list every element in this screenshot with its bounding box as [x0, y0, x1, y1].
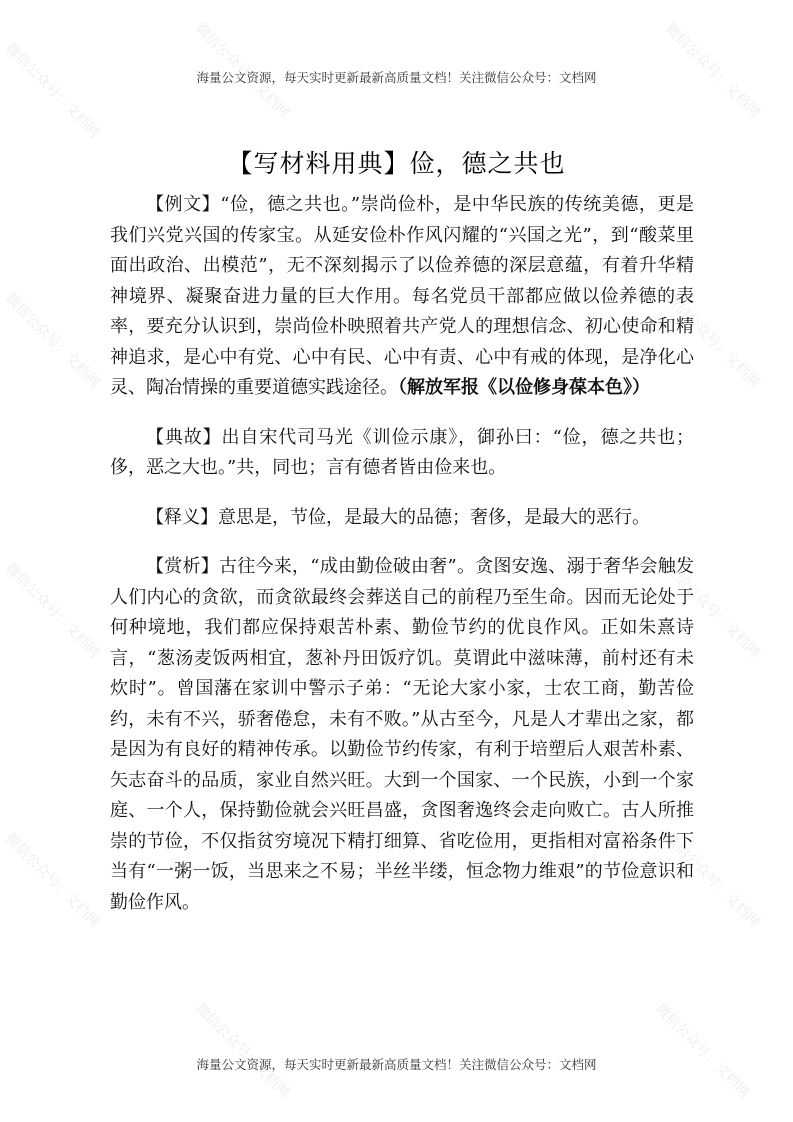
page-footer: 海量公文资源，每天实时更新最新高质量文档！关注微信公众号：文档网 [196, 1057, 597, 1072]
document-title: 【写材料用典】俭，德之共也 [227, 149, 566, 178]
source-citation: （解放军报《以俭修身葆本色》） [398, 377, 650, 398]
paragraph-text: 【例文】“俭，德之共也。”崇尚俭朴，是中华民族的传统美德，更是我们兴党兴国的传家宝。从延安俭朴作风闪耀的“兴国之光”，到“酸菜里面出政治、出模范”，无不深刻揭示了以俭养德的深层意蕴，有着升华精神境界、凝聚奋进力量的巨大作用。每名党员干部都应做以俭养德的表率，要充分认识到，崇尚俭朴映照着共产党人的理想信念、初心使命和精神追求，是心中有党、心中有民、心中有责、心中有戒的体现，是净化心灵、陶冶情操的重要道德实践途径。 [110, 194, 694, 398]
watermark: 微信公众号：文档网 [192, 1000, 293, 1101]
document-body [110, 190, 694, 937]
watermark: 微信公众号：文档网 [2, 290, 103, 391]
watermark: 微信公众号：文档网 [2, 560, 103, 661]
watermark: 微信公众号：文档网 [662, 560, 763, 661]
paragraph-example [110, 190, 694, 404]
watermark: 微信公众号：文档网 [2, 40, 103, 141]
watermark: 微信公众号：文档网 [662, 830, 763, 931]
page-header: 海量公文资源，每天实时更新最新高质量文档！关注微信公众号：文档网 [196, 70, 597, 85]
watermark: 微信公众号：文档网 [652, 1000, 753, 1101]
watermark: 微信公众号：文档网 [662, 290, 763, 391]
paragraph-allusion: 【典故】出自宋代司马光《训俭示康》，御孙曰：“俭，德之共也；侈，恶之大也。”共，同也；言有德者皆由俭来也。 [110, 426, 694, 478]
watermark: 微信公众号：文档网 [2, 830, 103, 931]
paragraph-explanation: 【释义】意思是，节俭，是最大的品德；奢侈，是最大的恶行。 [146, 506, 650, 528]
watermark: 微信公众号：文档网 [192, 20, 293, 121]
watermark: 微信公众号：文档网 [662, 20, 763, 121]
paragraph-appreciation: 【赏析】古往今来，“成由勤俭破由奢”。贪图安逸、溺于奢华会触发人们内心的贪欲，而贪欲最终会葬送自己的前程乃至生命。因而无论处于何种境地，我们都应保持艰苦朴素、勤俭节约的优良作风。正如朱熹诗言，“葱汤麦饭两相宜，葱补丹田饭疗饥。莫谓此中滋味薄，前村还有未炊时”。曾国藩在家训中警示子弟：“无论大家小家，士农工商，勤苦俭约，未有不兴，骄奢倦怠，未有不败。”从古至今，凡是人才辈出之家，都是因为有良好的精神传承。以勤俭节约传家，有利于培塑后人艰苦朴素、矢志奋斗的品质，家业自然兴旺。大到一个国家、一个民族，小到一个家庭、一个人，保持勤俭就会兴旺昌盛，贪图奢逸终会走向败亡。古人所推崇的节俭，不仅指贫穷境况下精打细算、省吃俭用，更指相对富裕条件下当有“一粥一饭，当思来之不易；半丝半缕，恒念物力维艰”的节俭意识和勤俭作风。 [110, 556, 694, 913]
